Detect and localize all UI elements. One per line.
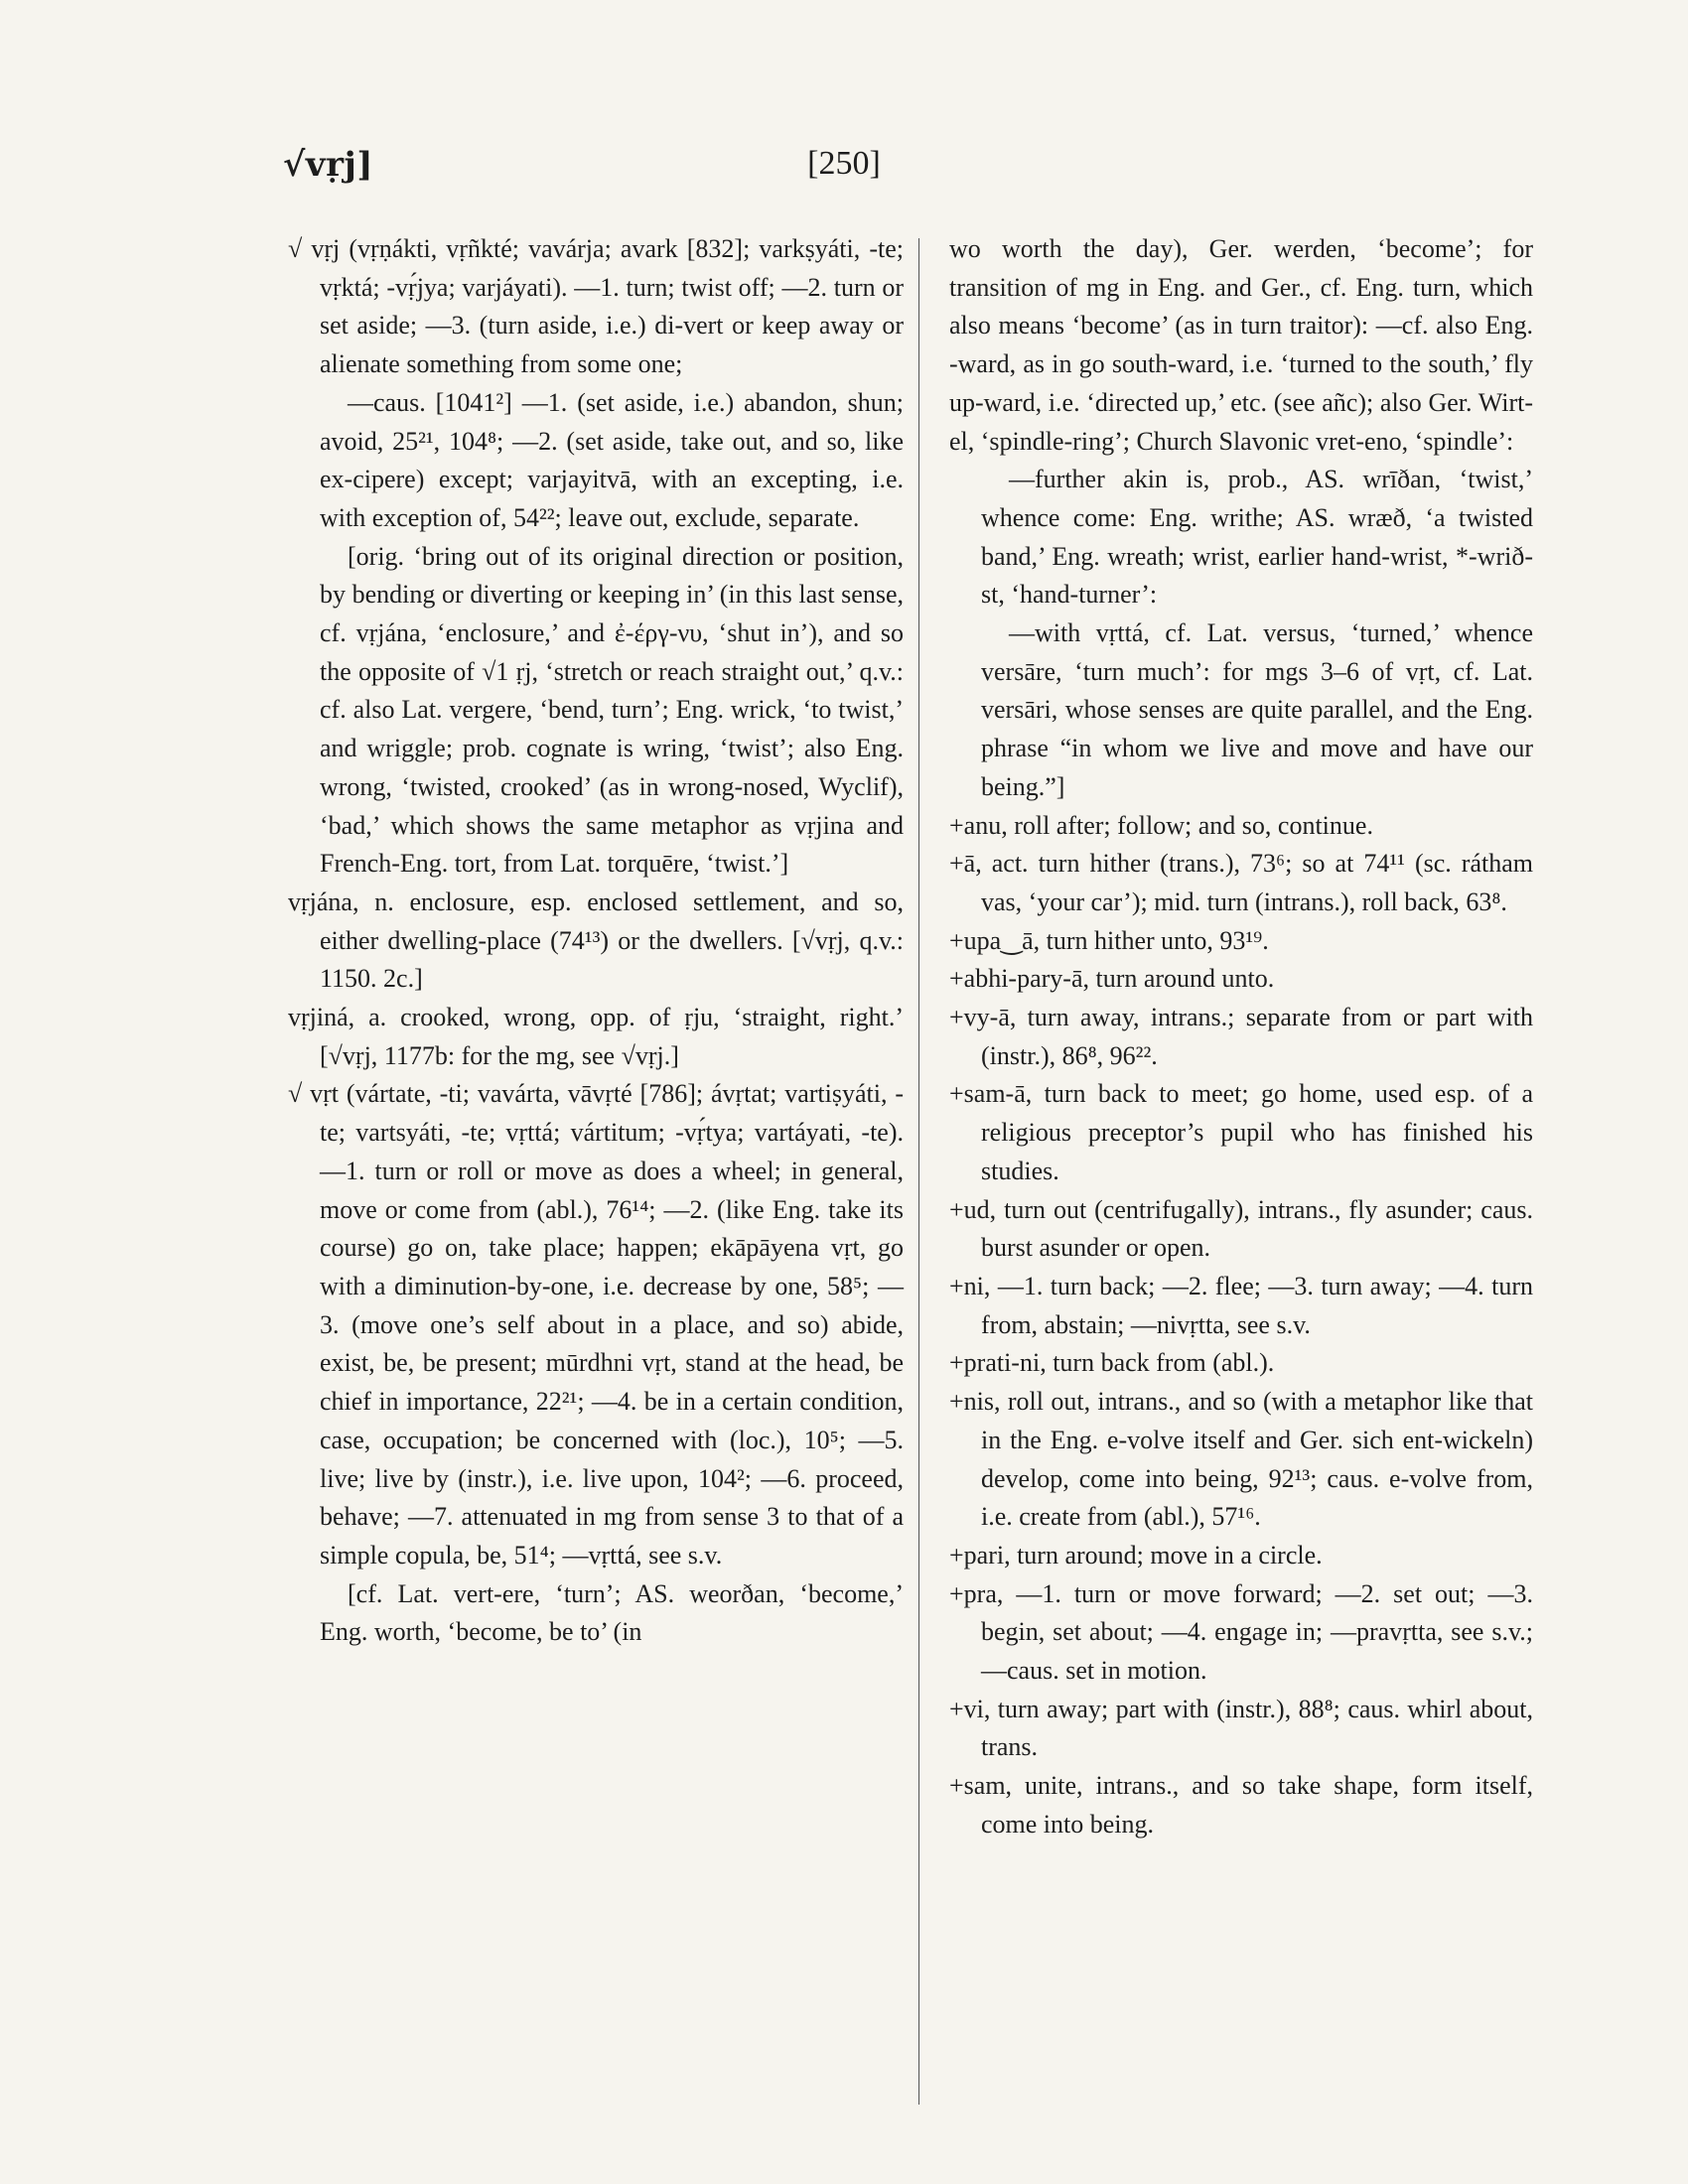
dictionary-entry: √ vṛj (vṛṇákti, vṛñkté; vavárja; avark [832]; varkṣyáti, -te; vṛktá; -vṛ́jya; varjáyati). —1. turn; twist off; —2. turn or set aside; —3. (turn aside, i.e.) di-vert or keep away or alienate something from some one; [288, 234, 904, 379]
subentry: +anu, roll after; follow; and so, continue. [949, 810, 1373, 840]
left-column [288, 230, 904, 1652]
page-number: [250] [807, 145, 881, 182]
subentry: +abhi-pary-ā, turn around unto. [949, 964, 1275, 994]
column-divider [918, 238, 919, 2105]
right-column [949, 230, 1533, 1844]
etymology-note: [cf. Lat. vert-ere, ‘turn’; AS. weorðan, ‘become,’ Eng. worth, ‘become, be to’ (in [320, 1578, 904, 1647]
subentry: +vy-ā, turn away, intrans.; separate from or part with (instr.), 86⁸, 96²². [949, 1003, 1533, 1070]
subentry: +ā, act. turn hither (trans.), 73⁶; so at 74¹¹ (sc. rátham vas, ‘your car’); mid. turn (intrans.), roll back, 63⁸. [949, 849, 1533, 916]
subentry: +prati-ni, turn back from (abl.). [949, 1348, 1275, 1378]
dictionary-entry: vṛjána, n. enclosure, esp. enclosed settlement, and so, either dwelling-place (74¹³) or the dwellers. [√vṛj, q.v.: 1150. 2c.] [288, 887, 904, 994]
dictionary-entry: vṛjiná, a. crooked, wrong, opp. of ṛju, ‘straight, right.’ [√vṛj, 1177b: for the mg, see √vṛj.] [288, 1003, 904, 1070]
subentry: +sam, unite, intrans., and so take shape, form itself, come into being. [949, 1771, 1533, 1839]
etymology-note: [orig. ‘bring out of its original direction or position, by bending or diverting or keeping in’ (in this last sense, cf. vṛjána, ‘enclosure,’ and ἐ-έργ-νυ, ‘shut in’), and so the opposite of √1 ṛj, ‘stretch or reach straight out,’ q.v.: cf. also Lat. vergere, ‘bend, turn’; Eng. wrick, ‘to twist,’ and wriggle; prob. cognate is wring, ‘twist’; also Eng. wrong, ‘twisted, crooked’ (as in wrong-nosed, Wyclif), ‘bad,’ which shows the same metaphor as vṛjina and French-Eng. tort, from Lat. torquēre, ‘twist.’] [320, 541, 904, 879]
etymology-note: wo worth the day), Ger. werden, ‘become’; for transition of mg in Eng. and Ger., cf. Eng. turn, which also means ‘become’ (as in turn traitor): —cf. also Eng. -ward, as in go south-ward, i.e. ‘turned to the south,’ fly up-ward, i.e. ‘directed up,’ etc. (see añc); also Ger. Wirt-el, ‘spindle-ring’; Church Slavonic vret-eno, ‘spindle’: [949, 234, 1533, 456]
subentry: +vi, turn away; part with (instr.), 88⁸; caus. whirl about, trans. [949, 1694, 1533, 1762]
subentry: +pari, turn around; move in a circle. [949, 1540, 1323, 1570]
subentry: +pra, —1. turn or move forward; —2. set out; —3. begin, set about; —4. engage in; —pravṛtta, see s.v.; —caus. set in motion. [949, 1578, 1533, 1686]
dictionary-entry: √ vṛt (vártate, -ti; vavárta, vāvṛté [786]; ávṛtat; vartiṣyáti, -te; vartsyáti, -te; vṛttá; vártitum; -vṛ́tya; vartáyati, -te). —1. turn or roll or move as does a wheel; in general, move or come from (abl.), 76¹⁴; —2. (like Eng. take its course) go on, take place; happen; ekāpāyena vṛt, go with a diminution-by-one, i.e. decrease by one, 58⁵; —3. (move one’s self about in a place, and so) abide, exist, be, be present; mūrdhni vṛt, stand at the head, be chief in importance, 22²¹; —4. be in a certain condition, case, occupation; be concerned with (loc.), 10⁵; —5. live; live by (instr.), i.e. live upon, 104²; —6. proceed, behave; —7. attenuated in mg from sense 3 to that of a simple copula, be, 51⁴; —vṛttá, see s.v. [288, 1079, 904, 1570]
running-headword: √vṛj] [283, 145, 373, 185]
subentry: +ud, turn out (centrifugally), intrans., fly asunder; caus. burst asunder or open. [949, 1194, 1533, 1263]
page-header [0, 145, 1688, 205]
subentry: +upa‿ā, turn hither unto, 93¹⁹. [949, 925, 1269, 955]
entry-paragraph: —caus. [1041²] —1. (set aside, i.e.) abandon, shun; avoid, 25²¹, 104⁸; —2. (set aside, take out, and so, like ex-cipere) except; varjayitvā, with an excepting, i.e. with exception of, 54²²; leave out, exclude, separate. [320, 387, 904, 532]
etymology-note: —with vṛttá, cf. Lat. versus, ‘turned,’ whence versāre, ‘turn much’: for mgs 3–6 of vṛt, cf. Lat. versāri, whose senses are quite parallel, and the Eng. phrase “in whom we live and move and have our being.”] [981, 618, 1533, 801]
etymology-note: —further akin is, prob., AS. wrīðan, ‘twist,’ whence come: Eng. writhe; AS. wræð, ‘a twisted band,’ Eng. wreath; wrist, earlier hand-wrist, *-wrið-st, ‘hand-turner’: [981, 465, 1533, 610]
subentry: +ni, —1. turn back; —2. flee; —3. turn away; —4. turn from, abstain; —nivṛtta, see s.v. [949, 1271, 1533, 1339]
subentry: +nis, roll out, intrans., and so (with a metaphor like that in the Eng. e-volve itself and Ger. sich ent-wickeln) develop, come into being, 92¹³; caus. e-volve from, i.e. create from (abl.), 57¹⁶. [949, 1387, 1533, 1532]
subentry: +sam-ā, turn back to meet; go home, used esp. of a religious preceptor’s pupil who has finished his studies. [949, 1079, 1533, 1185]
